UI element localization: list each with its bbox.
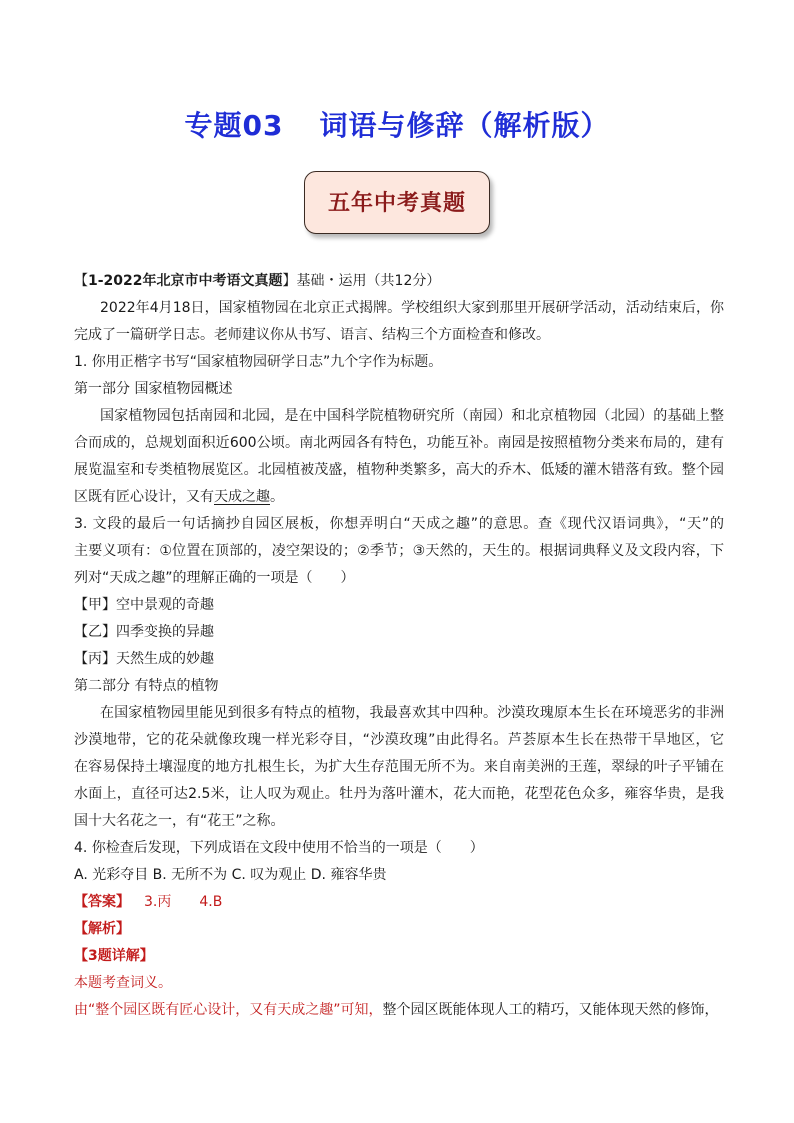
title-topic-name: 词语与修辞（解析版） [319,109,610,142]
underlined-phrase: 天成之趣 [214,489,270,505]
paragraph-2-line-4: 水面上，直径可达2.5米，让人叹为观止。牡丹为落叶灌木，花大而艳，花型花色众多，雍容华贵，是我 [74,786,724,802]
answer-4: 4.B [199,894,223,910]
question-source: 【1-2022年北京市中考语文真题】基础・运用（共12分） [74,273,441,289]
detail-quote: 由“整个园区既有匠心设计，又有天成之趣”可知， [74,1002,383,1018]
part-1-title: 第一部分 国家植物园概述 [74,381,233,397]
paragraph-2-line-1: 在国家植物园里能见到很多有特点的植物，我最喜欢其中四种。沙漠玫瑰原本生长在环境恶劣的非洲 [100,705,724,721]
part-2-title: 第二部分 有特点的植物 [74,678,219,694]
intro-line-2: 完成了一篇研学日志。老师建议你从书写、语言、结构三个方面检查和修改。 [74,327,550,343]
detail-label: 【3题详解】 [74,948,154,964]
paragraph-2-line-2: 沙漠地带，它的花朵就像玫瑰一样光彩夺目，“沙漠玫瑰”由此得名。芦荟原本生长在热带干旱地区，它 [74,732,724,748]
paragraph-2-line-5: 国十大名花之一，有“花王”之称。 [74,813,285,829]
detail-rest: 整个园区既能体现人工的精巧，又能体现天然的修饰， [382,1002,719,1018]
paragraph-1-line-3: 展览温室和专类植物展览区。北园植被茂盛，植物种类繁多，高大的乔木、低矮的灌木错落有致。整个园 [74,462,724,478]
title-topic-number: 专题03 [184,109,284,142]
section-name: 基础・运用（共12分） [296,273,441,289]
source-name: 1-2022年北京市中考语文真题 [88,273,283,289]
question-3-line-3: 列对“天成之趣”的理解正确的一项是（ ） [74,570,355,586]
answer-label: 【答案】 [74,894,130,910]
paragraph-1-line-2: 合而成的，总规划面积近600公顷。南北两园各有特色，功能互补。南园是按照植物分类来布局的，建有 [74,435,724,451]
question-body [74,268,724,1024]
analysis-label: 【解析】 [74,921,130,937]
option-bing: 【丙】天然生成的妙趣 [74,651,214,667]
intro-line-1: 2022年4月18日，国家植物园在北京正式揭牌。学校组织大家到那里开展研学活动，活动结束后，你 [100,300,724,316]
option-jia: 【甲】空中景观的奇趣 [74,597,214,613]
question-1: 1. 你用正楷字书写“国家植物园研学日志”九个字作为标题。 [74,354,443,370]
page-title [0,104,794,144]
section-badge [304,171,490,234]
answer-3: 3.丙 [144,894,172,910]
paragraph-2-line-3: 在容易保持土壤湿度的地方扎根生长，为扩大生存范围无所不为。来自南美洲的王莲，翠绿的叶子平铺在 [74,759,724,775]
section-badge-label: 五年中考真题 [327,190,466,216]
question-3-line-2: 主要义项有：①位置在顶部的，凌空架设的；②季节；③天然的，天生的。根据词典释义及文段内容，下 [74,543,724,559]
question-4-options: A. 光彩夺目 B. 无所不为 C. 叹为观止 D. 雍容华贵 [74,867,387,883]
question-3-line-1: 3. 文段的最后一句话摘抄自园区展板，你想弄明白“天成之趣”的意思。查《现代汉语词典》，“天”的 [74,516,724,532]
paragraph-1-line-1: 国家植物园包括南园和北园，是在中国科学院植物研究所（南园）和北京植物园（北园）的基础上整 [100,408,724,424]
answer-line [74,889,724,916]
option-yi: 【乙】四季变换的异趣 [74,624,214,640]
detail-explanation [74,997,724,1024]
paragraph-1-line-4: 区既有匠心设计，又有天成之趣。 [74,489,284,505]
detail-text: 本题考查词义。 [74,975,172,991]
question-4: 4. 你检查后发现，下列成语在文段中使用不恰当的一项是（ ） [74,840,484,856]
